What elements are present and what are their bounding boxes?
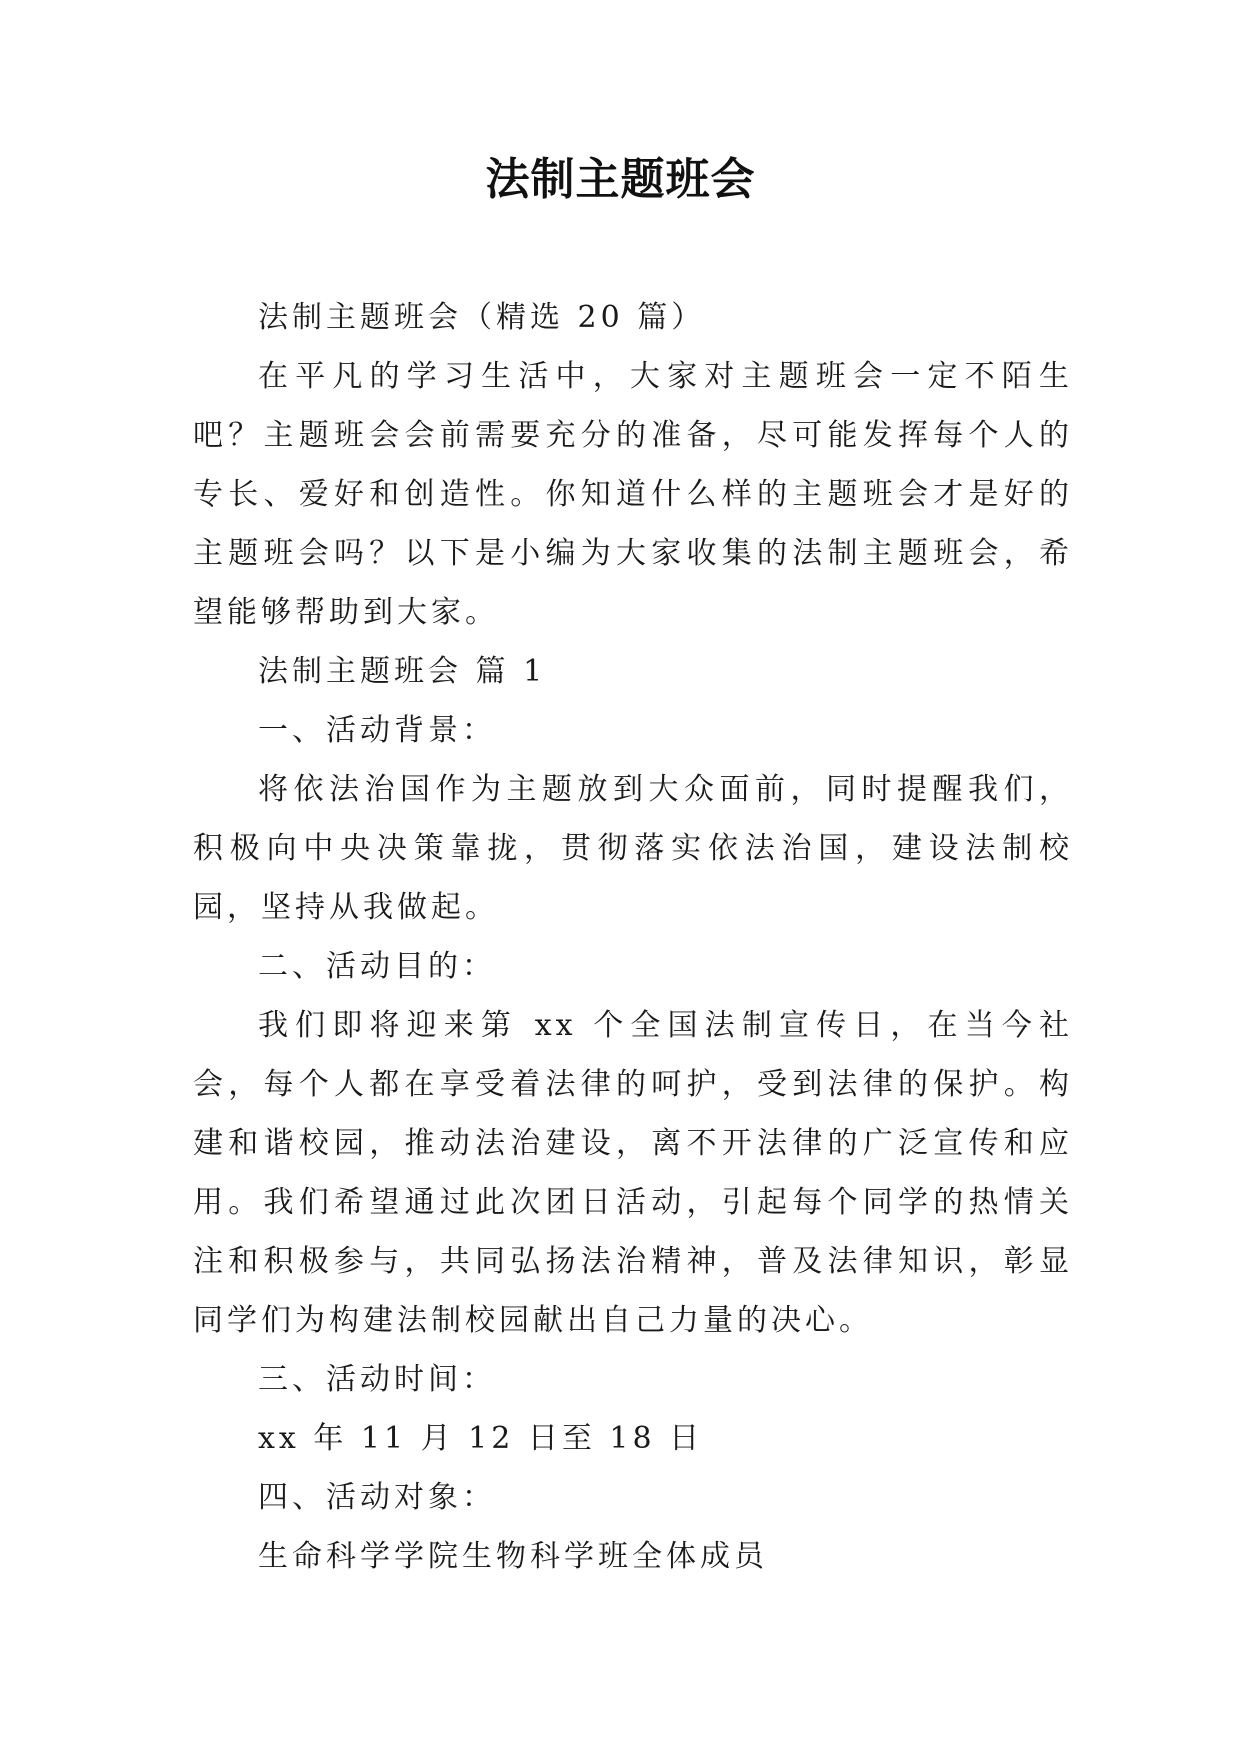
heading-audience: 四、活动对象： xyxy=(258,1480,496,1515)
document-title: 法制主题班会 xyxy=(485,154,756,205)
heading-purpose: 二、活动目的： xyxy=(258,949,496,984)
purpose-paragraph: 我们即将迎来第 xx 个全国法制宣传日，在当今社会，每个人都在享受着法律的呵护，受到法律的保护。构建和谐校园，推动法治建设，离不开法律的广泛宣传和应用。我们希望通过此次团日活动，引起每个同学的热情关注和积极参与，共同弘扬法治精神，普及法律知识，彰显同学们为构建法制校园献出自己力量的决心。 xyxy=(193,1008,1073,1338)
background-paragraph: 将依法治国作为主题放到大众面前，同时提醒我们，积极向中央决策靠拢，贯彻落实依法治国，建设法制校园，坚持从我做起。 xyxy=(193,772,1073,925)
intro-paragraph: 在平凡的学习生活中，大家对主题班会一定不陌生吧？主题班会会前需要充分的准备，尽可能发挥每个人的专长、爱好和创造性。你知道什么样的主题班会才是好的主题班会吗？以下是小编为大家收集的法制主题班会，希望能够帮助到大家。 xyxy=(193,359,1073,630)
section-heading: 法制主题班会 篇 1 xyxy=(258,654,547,689)
subtitle-paragraph: 法制主题班会（精选 20 篇） xyxy=(258,300,706,335)
document-body xyxy=(193,288,1073,1586)
heading-background: 一、活动背景： xyxy=(258,713,496,748)
time-paragraph: xx 年 11 月 12 日至 18 日 xyxy=(258,1421,704,1456)
heading-time: 三、活动时间： xyxy=(258,1362,496,1397)
audience-paragraph: 生命科学学院生物科学班全体成员 xyxy=(258,1539,768,1574)
